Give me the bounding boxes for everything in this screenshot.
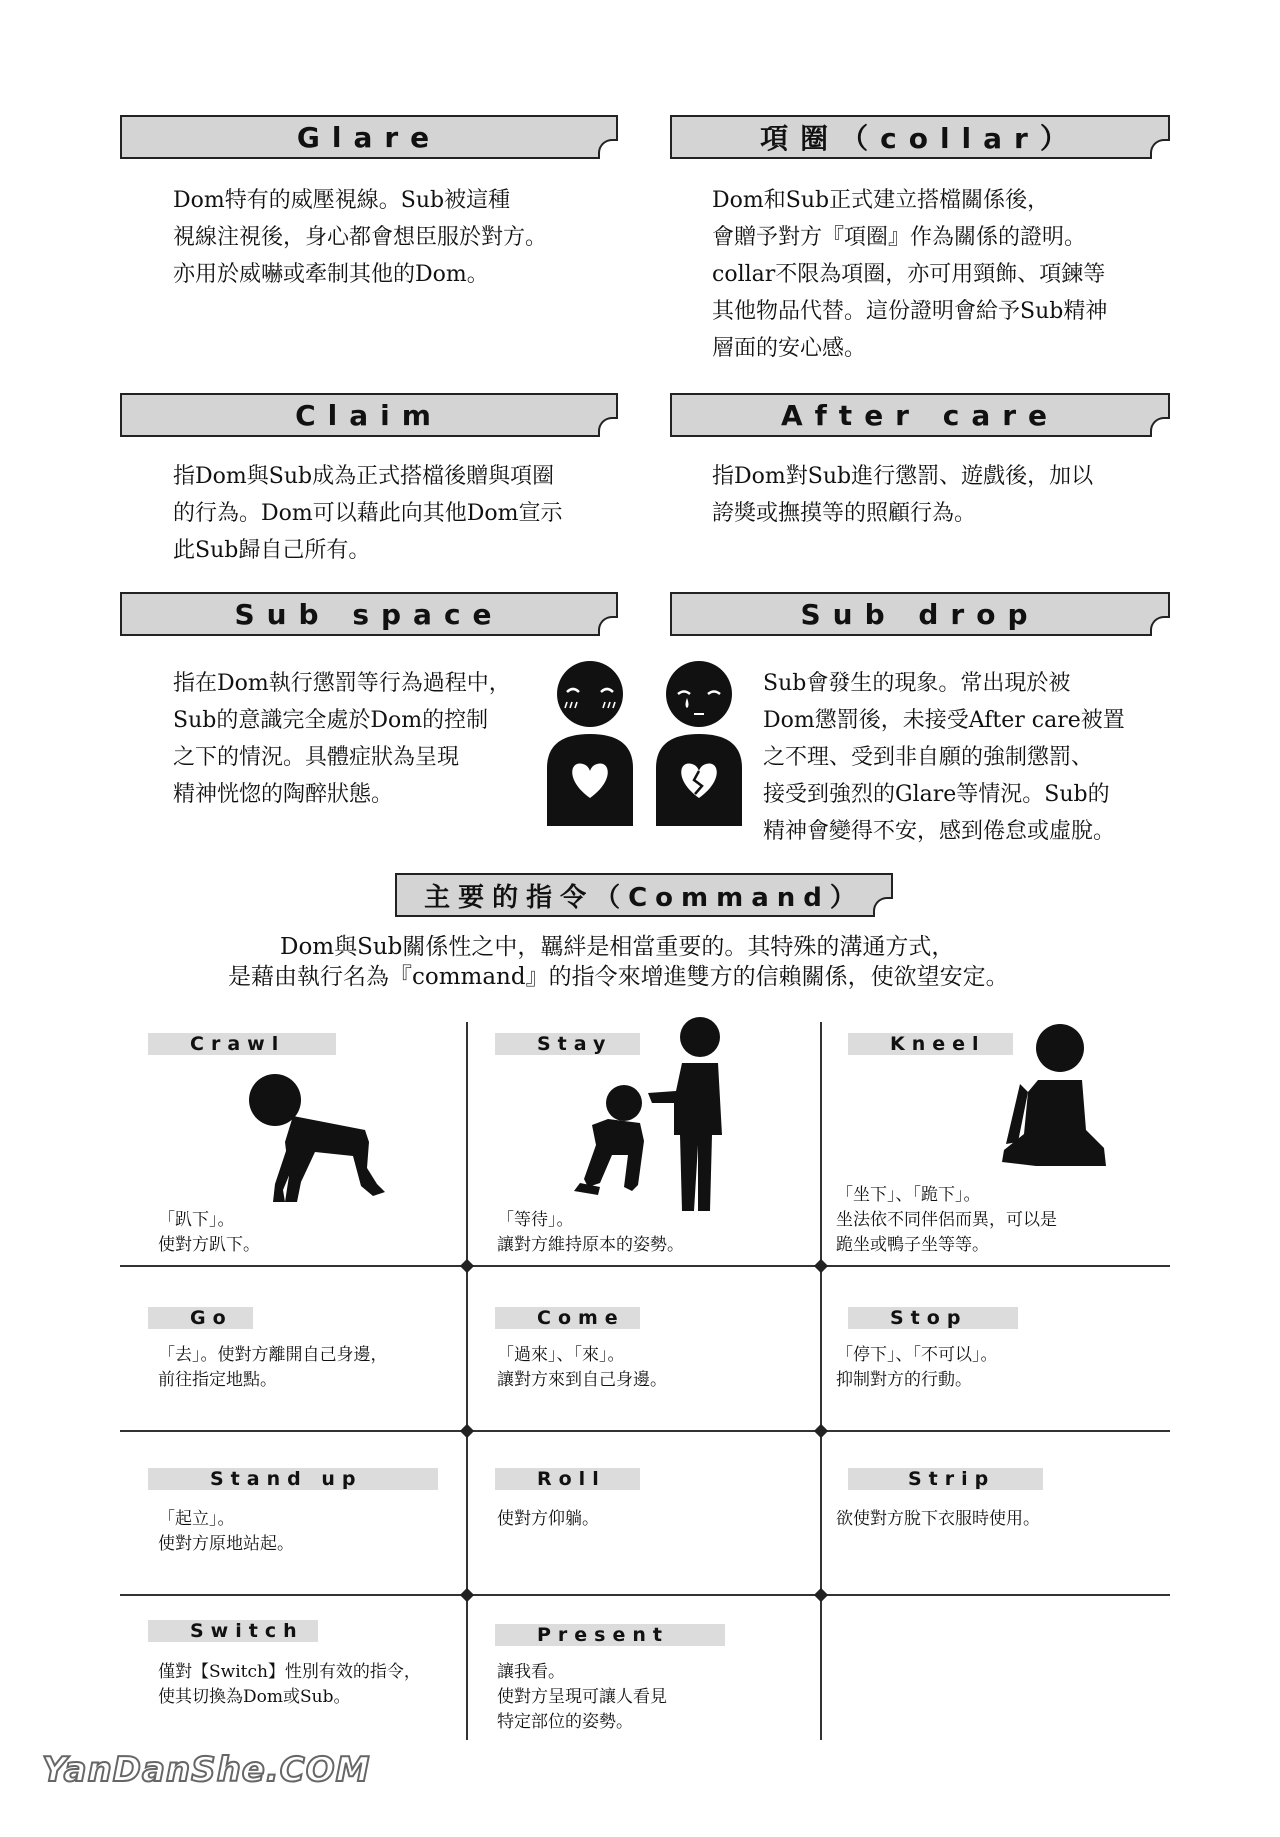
command-label-stop: Stop [848, 1307, 1018, 1329]
aftercare-header [670, 393, 1170, 437]
commands-header [395, 873, 893, 917]
grid-node-icon [814, 1588, 828, 1602]
command-desc-present: 讓我看。 使對方呈現可讓人看見 特定部位的姿勢。 [497, 1662, 667, 1732]
command-desc-stay: 「等待」。 讓對方維持原本的姿勢。 [497, 1210, 684, 1255]
page-curl-icon [1150, 616, 1170, 636]
command-desc-crawl: 「趴下」。 使對方趴下。 [158, 1210, 260, 1255]
grid-node-icon [814, 1259, 828, 1273]
collar-header [670, 115, 1170, 159]
claim-header [120, 393, 618, 437]
subdrop-header [670, 592, 1170, 636]
blushing-figure-icon [545, 658, 635, 828]
kneeling-figure-icon [1000, 1022, 1110, 1172]
subspace-header [120, 592, 618, 636]
command-label-crawl: Crawl [148, 1033, 336, 1055]
grid-divider [466, 1022, 468, 1740]
claim-description: 指Dom與Sub成為正式搭檔後贈與項圈 的行為。Dom可以藉此向其他Dom宣示 此Sub歸自己所有。 [173, 464, 563, 563]
subspace-title: Sub space [234, 597, 504, 631]
command-label-go: Go [148, 1307, 253, 1329]
subdrop-title: Sub drop [800, 597, 1040, 631]
page-curl-icon [598, 417, 618, 437]
standing-and-kneeling-figures-icon [560, 1015, 740, 1215]
subspace-description: 指在Dom執行懲罰等行為過程中， Sub的意識完全處於Dom的控制 之下的情況。具體症狀為呈現 精神恍惚的陶醉狀態。 [173, 671, 511, 807]
command-desc-roll: 使對方仰躺。 [497, 1509, 599, 1529]
grid-node-icon [460, 1424, 474, 1438]
command-desc-strip: 欲使對方脫下衣服時使用。 [836, 1509, 1040, 1529]
crawling-figure-icon [245, 1072, 390, 1207]
grid-divider [820, 1022, 822, 1740]
command-desc-stop: 「停下」、「不可以」。 抑制對方的行動。 [836, 1345, 998, 1390]
grid-node-icon [460, 1588, 474, 1602]
command-label-stay: Stay [495, 1033, 640, 1055]
glare-title: Glare [296, 120, 442, 154]
command-label-roll: Roll [495, 1468, 640, 1490]
watermark: YanDanShe.COM [42, 1750, 371, 1790]
crying-figure-icon [654, 658, 744, 828]
command-desc-switch: 僅對【Switch】性別有效的指令， 使其切換為Dom或Sub。 [158, 1662, 421, 1707]
collar-description: Dom和Sub正式建立搭檔關係後， 會贈予對方『項圈』作為關係的證明。 collar不限為項圈，亦可用頸飾、項鍊等 其他物品代替。這份證明會給予Sub精神 層面的安心感。 [712, 188, 1108, 361]
command-label-stand-up: Stand up [148, 1468, 438, 1490]
page-curl-icon [1150, 417, 1170, 437]
command-label-switch: Switch [148, 1620, 318, 1642]
grid-divider [120, 1430, 1170, 1432]
page-curl-icon [873, 897, 893, 917]
glare-description: Dom特有的威壓視線。Sub被這種 視線注視後，身心都會想臣服於對方。 亦用於威嚇或牽制其他的Dom。 [173, 188, 548, 287]
subdrop-description: Sub會發生的現象。常出現於被 Dom懲罰後，未接受After care被置 之不理、受到非自願的強制懲罰、 接受到強烈的Glare等情況。Sub的 精神會變得不安，感到倦怠或虛脫。 [763, 671, 1125, 844]
command-desc-stand-up: 「起立」。 使對方原地站起。 [158, 1509, 294, 1554]
command-desc-come: 「過來」、「來」。 讓對方來到自己身邊。 [497, 1345, 667, 1390]
page-curl-icon [598, 616, 618, 636]
command-label-present: Present [495, 1624, 725, 1646]
commands-intro-line2: 是藉由執行名為『command』的指令來增進雙方的信賴關係，使欲望安定。 [228, 964, 1009, 990]
aftercare-title: After care [780, 398, 1060, 432]
collar-title: 項圈（collar） [760, 122, 1080, 155]
command-desc-go: 「去」。使對方離開自己身邊， 前往指定地點。 [158, 1345, 388, 1390]
command-label-come: Come [495, 1307, 640, 1329]
glare-header [120, 115, 618, 159]
grid-divider [120, 1265, 1170, 1267]
aftercare-description: 指Dom對Sub進行懲罰、遊戲後，加以 誇獎或撫摸等的照顧行為。 [712, 464, 1094, 526]
grid-divider [120, 1594, 1170, 1596]
command-desc-kneel: 「坐下」、「跪下」。 坐法依不同伴侶而異，可以是 跪坐或鴨子坐等等。 [836, 1185, 1057, 1255]
page-curl-icon [1150, 139, 1170, 159]
grid-node-icon [460, 1259, 474, 1273]
command-label-strip: Strip [848, 1468, 1043, 1490]
command-label-kneel: Kneel [848, 1033, 1013, 1055]
grid-node-icon [814, 1424, 828, 1438]
commands-title: 主要的指令（Command） [424, 882, 864, 913]
commands-intro-line1: Dom與Sub關係性之中，羈絆是相當重要的。其特殊的溝通方式， [280, 934, 955, 960]
page-curl-icon [598, 139, 618, 159]
claim-title: Claim [295, 398, 443, 432]
